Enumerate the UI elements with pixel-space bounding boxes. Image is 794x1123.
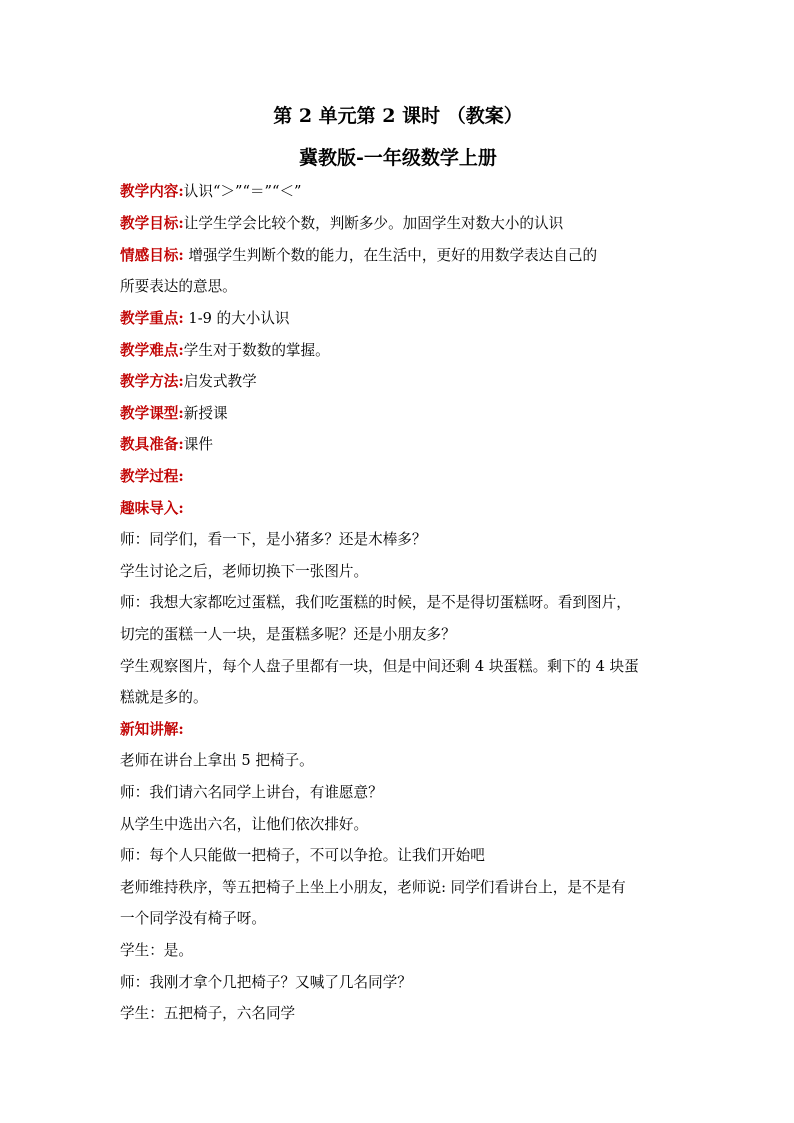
field-emotion-goal xyxy=(120,245,676,267)
field-lesson-type xyxy=(120,403,676,425)
section-heading-new-knowledge: 新知讲解: xyxy=(120,721,184,738)
process-heading: 教学过程: xyxy=(120,468,184,485)
field-label: 教学重点: xyxy=(120,310,184,327)
paragraph-line: 从学生中选出六名，让他们依次排好。 xyxy=(120,816,369,833)
paragraph-line: 一个同学没有椅子呀。 xyxy=(120,910,266,927)
document-title: 第 2 单元第 2 课时 （教案） xyxy=(273,105,523,127)
field-label: 情感目标: xyxy=(120,247,184,264)
field-method xyxy=(120,371,676,393)
field-materials xyxy=(120,434,676,456)
field-value: 课件 xyxy=(183,436,213,453)
document-subtitle: 冀教版-一年级数学上册 xyxy=(299,147,497,169)
paragraph-line: 师：每个人只能做一把椅子，不可以争抢。让我们开始吧 xyxy=(120,847,485,864)
field-value: 让学生学会比较个数，判断多少。加固学生对数大小的认识 xyxy=(183,215,564,232)
field-label: 教学目标: xyxy=(120,215,184,232)
paragraph-line: 学生：五把椅子，六名同学 xyxy=(120,1005,296,1022)
paragraph-line: 师：我刚才拿个几把椅子？又喊了几名同学？ xyxy=(120,974,412,991)
paragraph-line: 师：我们请六名同学上讲台，有谁愿意？ xyxy=(120,784,383,801)
field-value: 启发式教学 xyxy=(183,373,257,390)
paragraph-line: 学生：是。 xyxy=(120,942,193,959)
field-difficulty xyxy=(120,340,676,362)
paragraph-line: 糕就是多的。 xyxy=(120,689,208,706)
field-emotion-goal-continuation: 所要表达的意思。 xyxy=(120,278,237,295)
field-label: 教学内容: xyxy=(120,183,184,200)
paragraph-line: 师：同学们，看一下，是小猪多？还是木棒多？ xyxy=(120,531,427,548)
field-label: 教具准备: xyxy=(120,436,184,453)
field-label: 教学难点: xyxy=(120,342,184,359)
field-value: 1-9 的大小认识 xyxy=(183,310,290,327)
paragraph-line: 师：我想大家都吃过蛋糕，我们吃蛋糕的时候，是不是得切蛋糕呀。看到图片， xyxy=(120,594,631,611)
paragraph-line: 学生观察图片，每个人盘子里都有一块，但是中间还剩 4 块蛋糕。剩下的 4 块蛋 xyxy=(120,658,639,675)
paragraph-line: 学生讨论之后，老师切换下一张图片。 xyxy=(120,563,369,580)
paragraph-line: 切完的蛋糕一人一块，是蛋糕多呢？还是小朋友多？ xyxy=(120,626,456,643)
paragraph-line: 老师维持秩序，等五把椅子上坐上小朋友，老师说: 同学们看讲台上，是不是有 xyxy=(120,879,626,896)
field-value: 认识“＞”“＝”“＜” xyxy=(183,183,302,200)
field-key-point xyxy=(120,308,676,330)
field-value: 新授课 xyxy=(183,405,228,422)
field-label: 教学课型: xyxy=(120,405,184,422)
section-heading-intro: 趣味导入: xyxy=(120,500,184,517)
field-value: 学生对于数数的掌握。 xyxy=(183,342,330,359)
field-label: 教学方法: xyxy=(120,373,184,390)
field-teaching-content xyxy=(120,181,676,203)
paragraph-line: 老师在讲台上拿出 5 把椅子。 xyxy=(120,752,314,769)
field-value: 增强学生判断个数的能力，在生活中，更好的用数学表达自己的 xyxy=(183,247,598,264)
field-teaching-goal xyxy=(120,213,676,235)
